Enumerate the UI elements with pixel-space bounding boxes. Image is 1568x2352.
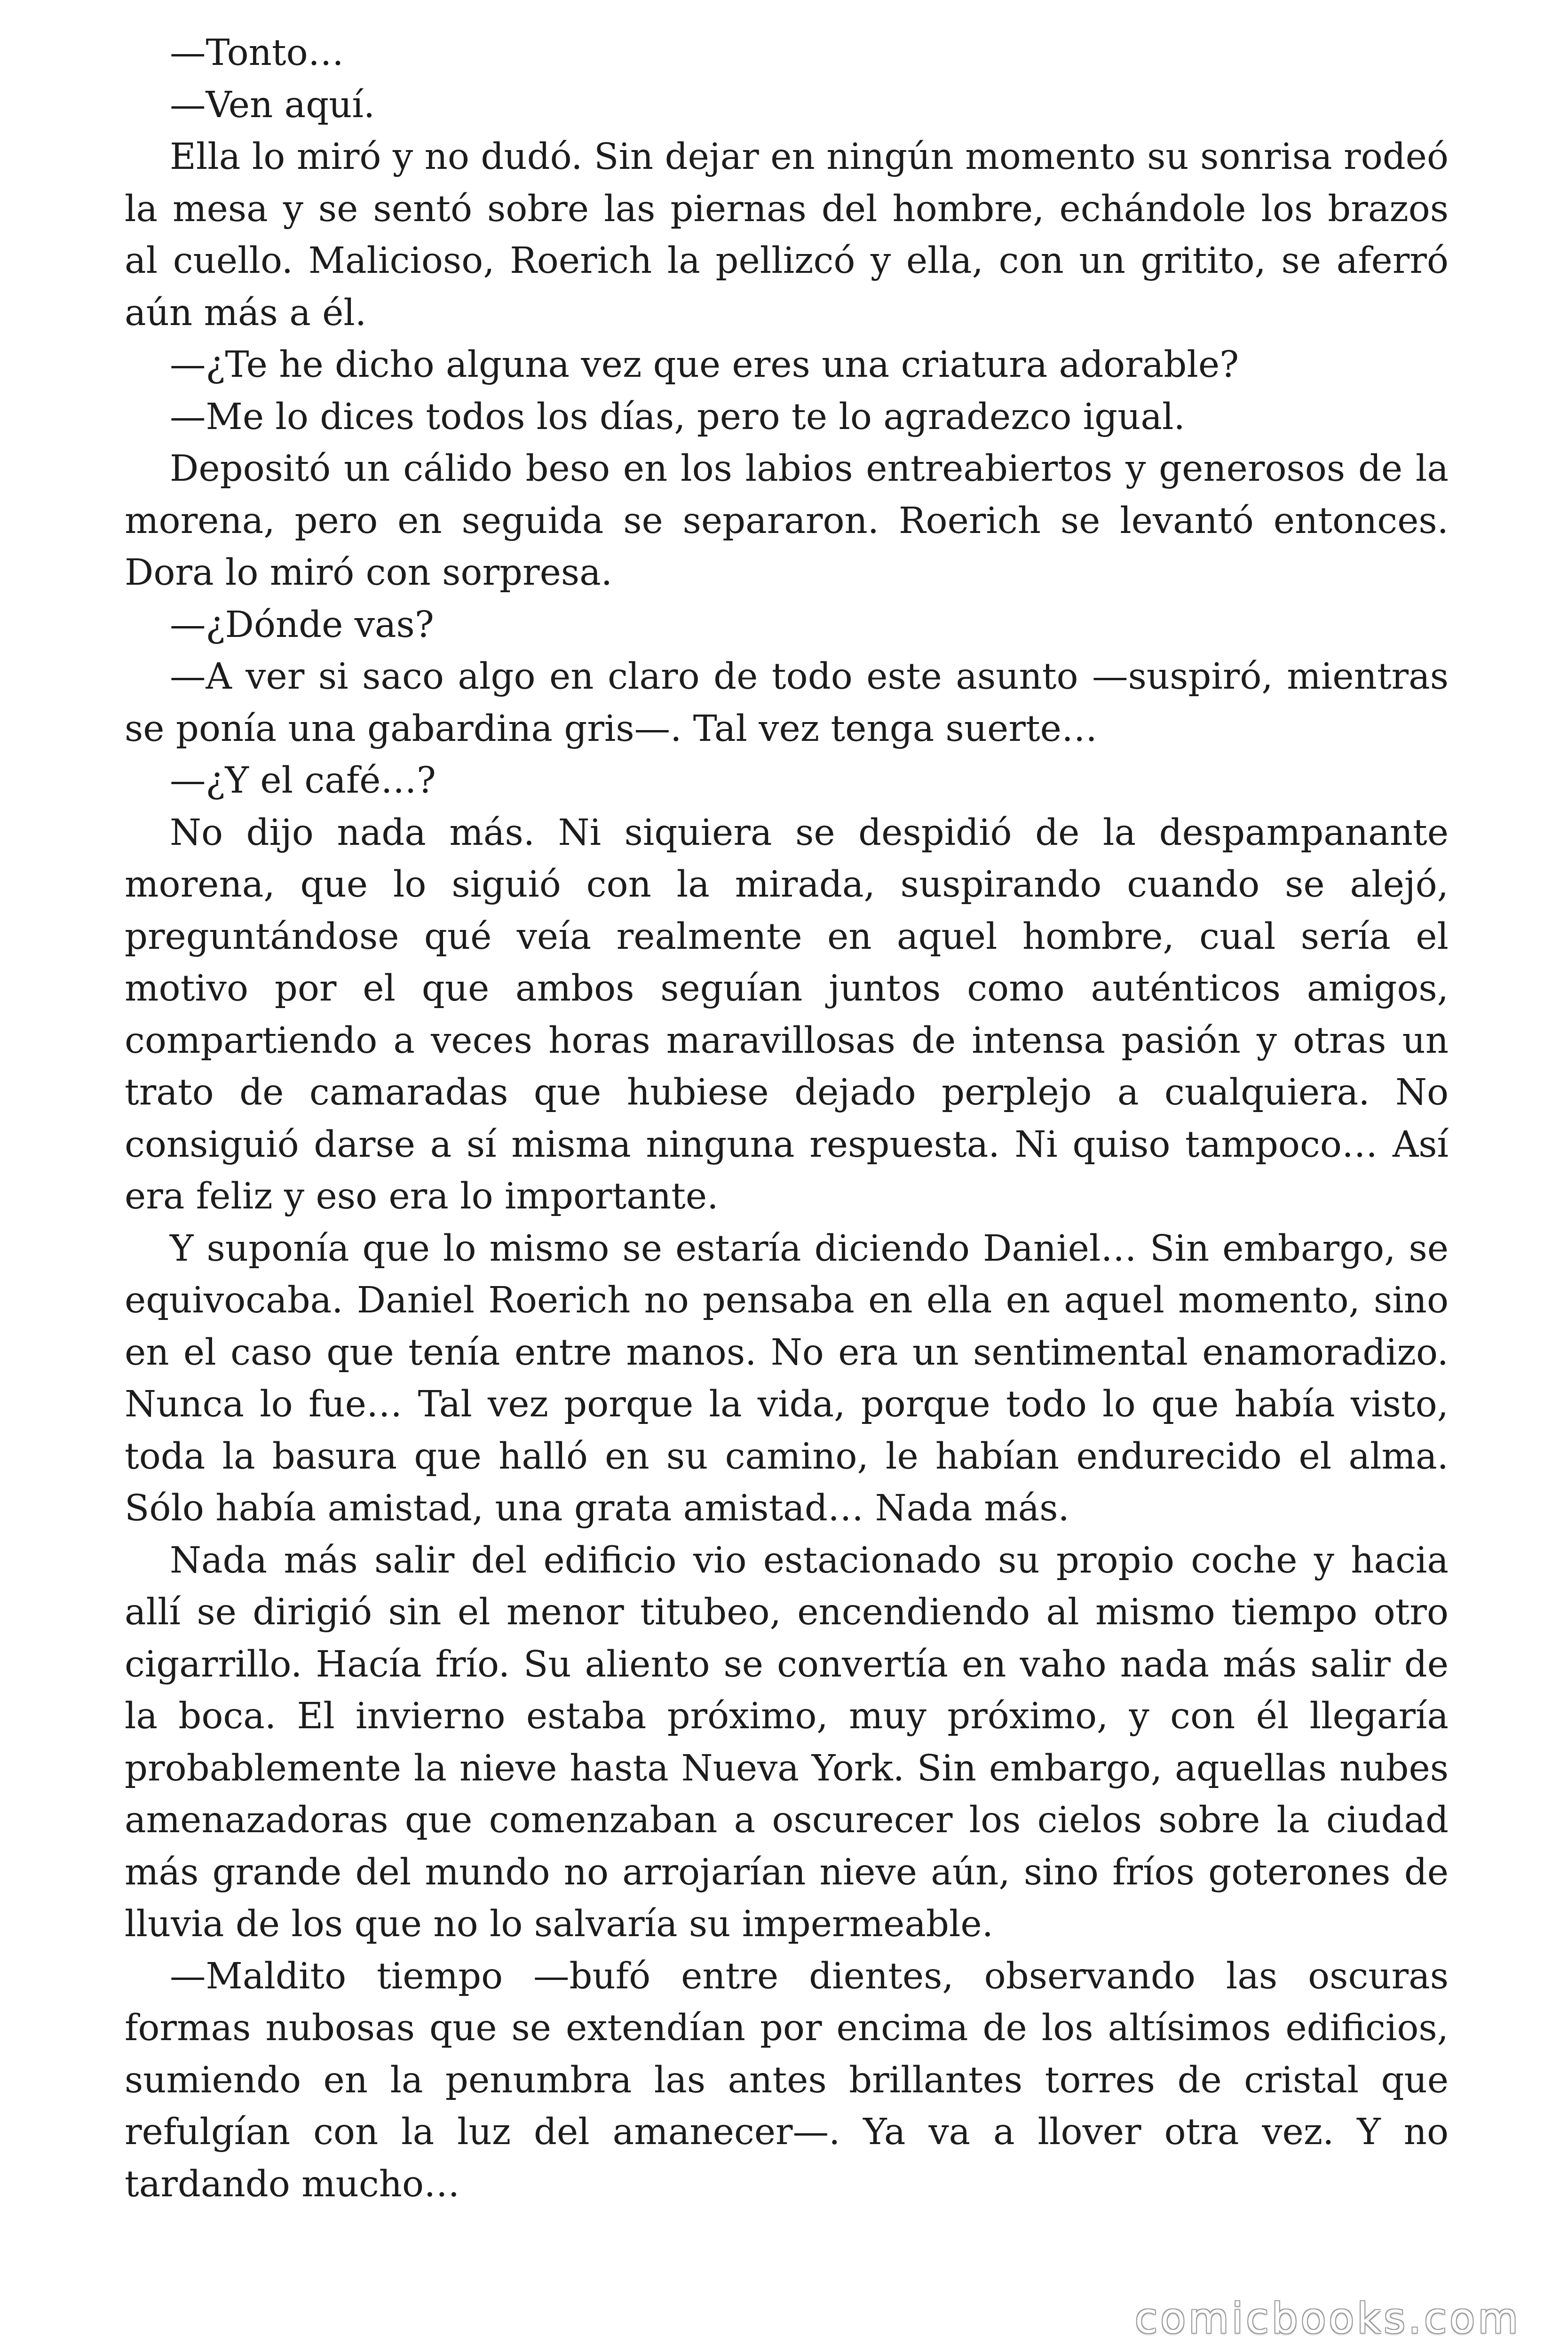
paragraph: —¿Dónde vas? — [170, 604, 434, 646]
watermark: comicbooks.com — [1134, 2294, 1521, 2343]
paragraph: —¿Y el café…? — [170, 760, 436, 802]
paragraph: —A ver si saco algo en claro de todo este asunto —suspiró, mientras se ponía una gabardina gris—. Tal vez tenga suerte… — [125, 656, 1449, 750]
paragraph: —Tonto… — [170, 32, 344, 74]
paragraph: —Me lo dices todos los días, pero te lo agradezco igual. — [170, 396, 1185, 438]
paragraph: —¿Te he dicho alguna vez que eres una criatura adorable? — [170, 344, 1239, 386]
paragraph: —Ven aquí. — [170, 84, 375, 126]
paragraph: Depositó un cálido beso en los labios entreabiertos y generosos de la morena, pero en seguida se separaron. Roerich se levantó entonces. Dora lo miró con sorpresa. — [125, 448, 1449, 594]
paragraph: Nada más salir del edificio vio estacionado su propio coche y hacia allí se dirigió sin el menor titubeo, encendiendo al mismo tiempo otro cigarrillo. Hacía frío. Su aliento se convertía en vaho nada más salir de la boca. El invierno estaba próximo, muy próximo, y con él llegaría probablemente la nieve hasta Nueva York. Sin embargo, aquellas nubes amenazadoras que comenzaban a oscurecer los cielos sobre la ciudad más grande del mundo no arrojarían nieve aún, sino fríos goterones de lluvia de los que no lo salvaría su impermeable. — [125, 1539, 1449, 1945]
paragraph: No dijo nada más. Ni siquiera se despidió de la despampanante morena, que lo siguió con la mirada, suspirando cuando se alejó, preguntándose qué veía realmente en aquel hombre, cual sería el motivo por el que ambos seguían juntos como auténticos amigos, compartiendo a veces horas maravillosas de intensa pasión y otras un trato de camaradas que hubiese dejado perplejo a cualquiera. No consiguió darse a sí misma ninguna respuesta. Ni quiso tampoco… Así era feliz y eso era lo importante. — [125, 811, 1449, 1217]
paragraph: Y suponía que lo mismo se estaría diciendo Daniel… Sin embargo, se equivocaba. Daniel Roerich no pensaba en ella en aquel momento, sino en el caso que tenía entre manos. No era un sentimental enamoradizo. Nunca lo fue… Tal vez porque la vida, porque todo lo que había visto, toda la basura que halló en su camino, le habían endurecido el alma. Sólo había amistad, una grata amistad… Nada más. — [125, 1227, 1449, 1529]
book-page-text — [125, 27, 1449, 2210]
paragraph: —Maldito tiempo —bufó entre dientes, observando las oscuras formas nubosas que se extendían por encima de los altísimos edificios, sumiendo en la penumbra las antes brillantes torres de cristal que refulgían con la luz del amanecer—. Ya va a llover otra vez. Y no tardando mucho… — [125, 1955, 1449, 2205]
paragraph: Ella lo miró y no dudó. Sin dejar en ningún momento su sonrisa rodeó la mesa y se sentó sobre las piernas del hombre, echándole los brazos al cuello. Malicioso, Roerich la pellizcó y ella, con un gritito, se aferró aún más a él. — [125, 136, 1449, 334]
